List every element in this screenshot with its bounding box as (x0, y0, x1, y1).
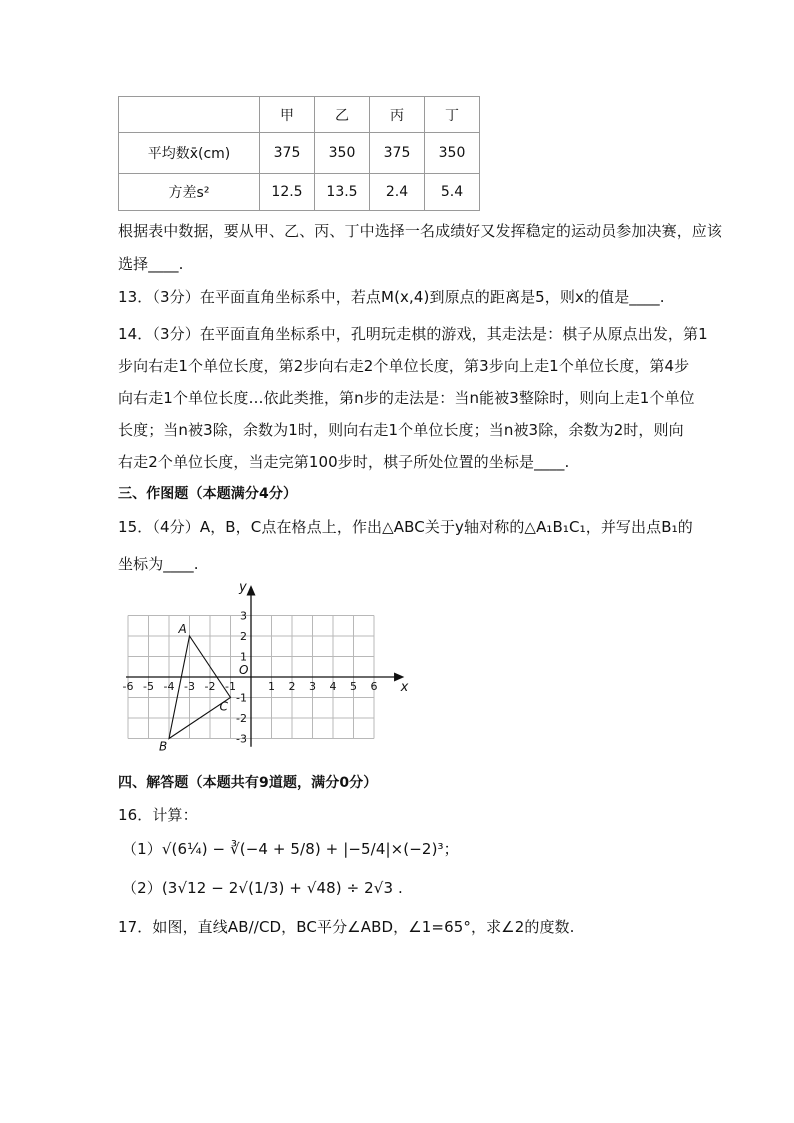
q15-line2: 坐标为____. (118, 555, 199, 573)
table-cell: 350 (425, 133, 480, 174)
table-cell: 12.5 (260, 174, 315, 211)
q12-line1: 根据表中数据，要从甲、乙、丙、丁中选择一名成绩好又发挥稳定的运动员参加决赛，应该 (118, 222, 723, 240)
table-cell: 375 (370, 133, 425, 174)
table-header-cell: 丙 (370, 97, 425, 133)
coordinate-grid-figure (118, 582, 428, 760)
point-label-c: C (219, 699, 228, 714)
origin-label: O (239, 663, 249, 677)
x-tick-label: 6 (370, 680, 378, 693)
table-cell: 350 (315, 133, 370, 174)
q14-line2: 步向右走1个单位长度，第2步向右走2个单位长度，第3步向上走1个单位长度，第4步 (118, 357, 690, 375)
table-cell: 5.4 (425, 174, 480, 211)
triangle-abc (169, 636, 231, 739)
q12-line2: 选择____. (118, 255, 184, 273)
x-tick-label: 2 (288, 680, 296, 693)
x-axis-label: x (400, 680, 409, 695)
y-tick-label: 3 (240, 609, 247, 623)
stats-table (118, 96, 480, 211)
y-tick-label: 1 (240, 650, 247, 664)
x-tick-label: -1 (225, 680, 236, 693)
table-cell: 13.5 (315, 174, 370, 211)
table-header-cell: 乙 (315, 97, 370, 133)
x-tick-label: -6 (122, 680, 134, 693)
x-tick-label: 1 (268, 680, 275, 693)
row-label: 方差s² (119, 174, 260, 211)
table-header-cell: 甲 (260, 97, 315, 133)
table-header-cell (119, 97, 260, 133)
section-3-title: 三、作图题（本题满分4分） (118, 486, 298, 502)
table-header-row (119, 97, 480, 133)
x-tick-label: -3 (184, 680, 195, 693)
x-tick-label: -5 (143, 680, 154, 693)
q15-line1: 15．（4分）A，B，C点在格点上，作出△ABC关于y轴对称的△A₁B₁C₁，并写出点B₁的 (118, 518, 693, 536)
q16-title: 16．计算： (118, 806, 198, 824)
q16-part1: （1）√(6¼) − ∛(−4 + 5/8) + |−5/4|×(−2)³； (122, 840, 459, 858)
table-cell: 375 (260, 133, 315, 174)
y-axis-label: y (239, 582, 247, 595)
table-row (119, 133, 480, 174)
point-label-b: B (159, 739, 168, 754)
q14-line4: 长度；当n被3除，余数为1时，则向右走1个单位长度；当n被3除，余数为2时，则向 (118, 421, 684, 439)
y-tick-label: -1 (236, 691, 247, 705)
q13-text: 13．（3分）在平面直角坐标系中，若点M(x,4)到原点的距离是5，则x的值是____. (118, 288, 665, 306)
point-label-a: A (178, 622, 187, 636)
q16-part2: （2）(3√12 − 2√(1/3) + √48) ÷ 2√3 . (122, 879, 403, 897)
q14-line5: 右走2个单位长度，当走完第100步时，棋子所处位置的坐标是____. (118, 453, 570, 471)
x-tick-label: 5 (350, 680, 357, 693)
y-tick-label: -3 (236, 732, 247, 746)
q17-text: 17．如图，直线AB//CD，BC平分∠ABD，∠1=65°，求∠2的度数. (118, 918, 575, 936)
table-cell: 2.4 (370, 174, 425, 211)
x-tick-label: 4 (329, 680, 337, 693)
q14-line3: 向右走1个单位长度…依此类推，第n步的走法是：当n能被3整除时，则向上走1个单位 (118, 389, 695, 407)
q14-line1: 14．（3分）在平面直角坐标系中，孔明玩走棋的游戏，其走法是：棋子从原点出发，第1 (118, 325, 708, 343)
x-tick-label: -4 (163, 680, 175, 693)
table-row (119, 174, 480, 211)
y-tick-label: 2 (240, 630, 247, 643)
table-header-cell: 丁 (425, 97, 480, 133)
x-tick-label: -2 (204, 680, 216, 693)
y-axis-arrow (248, 587, 255, 595)
section-4-title: 四、解答题（本题共有9道题，满分0分） (118, 775, 378, 791)
row-label: 平均数x̄(cm) (119, 133, 260, 174)
y-tick-label: -2 (236, 712, 247, 725)
x-tick-label: 3 (309, 680, 316, 693)
